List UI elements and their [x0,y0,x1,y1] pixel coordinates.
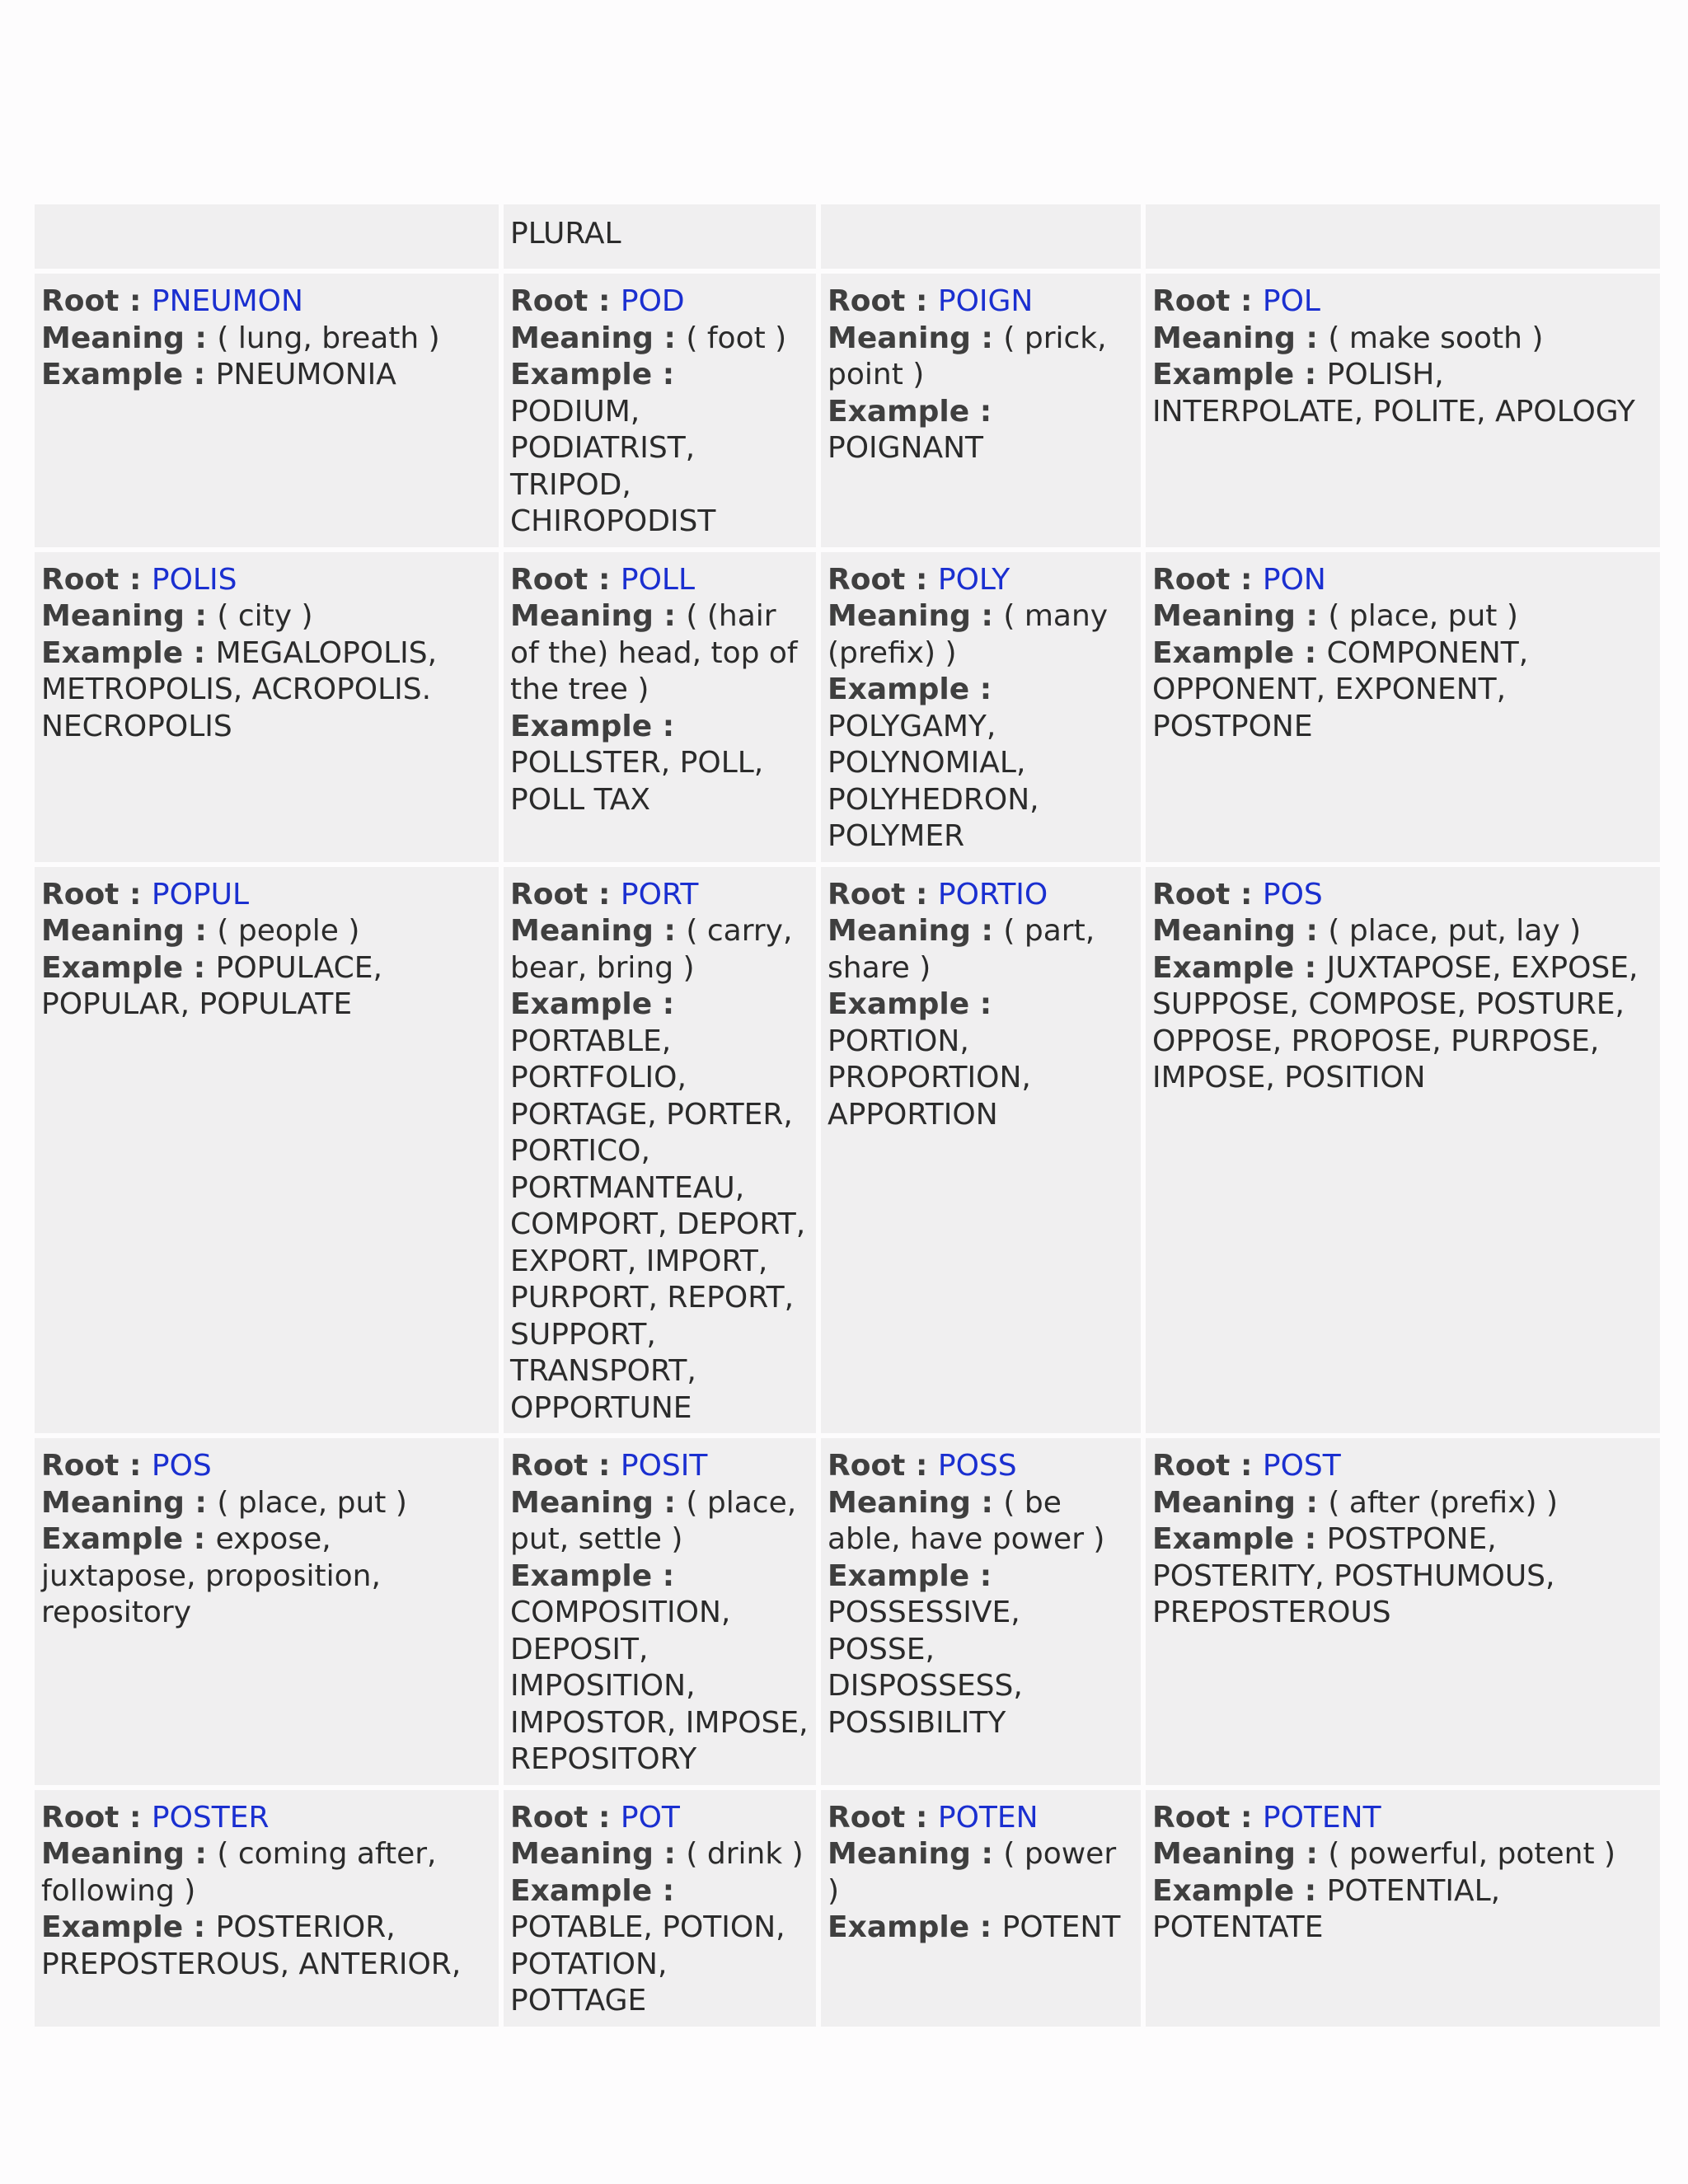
example-line [510,357,811,541]
label-separator: : [905,1449,938,1483]
root-value: POSIT [620,1449,708,1483]
example-line [828,1910,1136,1947]
meaning-line [510,1836,811,1873]
example-value: POLYGAMY, POLYNOMIAL, POLYHEDRON, POLYMER [828,709,1039,853]
example-label: Example [41,1910,184,1944]
label-separator: : [969,987,992,1021]
root-value: POS [1262,877,1323,912]
example-value: POIGNANT [828,431,984,465]
meaning-value: ( people ) [217,914,360,948]
root-label: Root [41,1449,120,1483]
root-value: POD [620,284,685,318]
label-separator: : [969,1558,992,1593]
meaning-value: ( be able, have power ) [828,1485,1105,1556]
label-separator: : [184,914,218,948]
example-value: COMPONENT, OPPONENT, EXPONENT, POSTPONE [1152,635,1529,743]
example-label: Example [828,673,970,706]
root-entry-cell [1146,1438,1660,1785]
root-line [1152,1800,1655,1837]
root-label: Root [41,284,120,318]
example-label: Example [828,987,970,1021]
root-entry-cell [504,1438,816,1785]
header-cell [821,204,1141,269]
example-label: Example [41,358,184,391]
root-label: Root [1152,877,1231,912]
root-line [1152,877,1655,914]
label-separator: : [653,321,687,355]
example-label: Example [510,987,653,1021]
table-row [35,867,1660,1434]
meaning-label: Meaning [41,1837,185,1871]
label-separator: : [1294,1522,1327,1556]
meaning-label: Meaning [41,914,185,948]
example-line [41,357,494,394]
label-separator: : [1295,599,1329,633]
root-label: Root [828,1449,906,1483]
example-value: POSTERIOR, PREPOSTEROUS, ANTERIOR, [41,1910,462,1981]
root-line [1152,562,1655,599]
root-value: POTENT [1262,1800,1381,1835]
label-separator: : [970,321,1004,355]
example-value: POTENTIAL, POTENTATE [1152,1873,1501,1944]
root-line [828,1448,1136,1485]
root-entry-cell [1146,1790,1660,2027]
label-separator: : [183,635,216,670]
root-value: PON [1262,562,1326,597]
example-label: Example [828,394,970,429]
example-value: PORTION, PROPORTION, APPORTION [828,1024,1031,1132]
meaning-value: ( powerful, potent ) [1328,1837,1616,1871]
meaning-value: ( place, put ) [1328,599,1518,633]
root-entry-cell [821,1790,1141,2027]
label-separator: : [652,709,675,743]
root-label: Root [41,562,120,597]
meaning-value: ( place, put, settle ) [510,1485,797,1556]
example-line [41,1910,494,1983]
meaning-label: Meaning [828,599,971,633]
root-label: Root [1152,284,1231,318]
example-label: Example [828,1910,970,1944]
meaning-label: Meaning [510,1837,654,1871]
root-label: Root [828,284,906,318]
root-value: POT [620,1800,680,1835]
example-line [510,987,811,1427]
label-separator: : [1230,1449,1263,1483]
meaning-line [828,598,1136,672]
root-value: POLIS [151,562,237,597]
example-label: Example [1152,635,1295,670]
meaning-line [510,598,811,709]
header-cell: PLURAL [504,204,816,269]
meaning-label: Meaning [1152,1485,1296,1520]
example-value: POSTPONE, POSTERITY, POSTHUMOUS, PREPOSTEROUS [1152,1522,1555,1629]
label-separator: : [652,987,675,1021]
meaning-line [1152,321,1655,358]
label-separator: : [969,673,992,706]
label-separator: : [183,1522,216,1556]
label-separator: : [119,1449,152,1483]
label-separator: : [119,1800,152,1835]
root-line [1152,1448,1655,1485]
meaning-label: Meaning [510,914,654,948]
meaning-label: Meaning [41,321,185,355]
example-value: PORTABLE, PORTFOLIO, PORTAGE, PORTER, PORTICO, PORTMANTEAU, COMPORT, DEPORT, EXPORT, IMPORT, PURPORT, REPORT, SUPPORT, TRANSPORT, OPPORTUNE [510,1024,806,1425]
meaning-line [41,321,494,358]
root-line [41,877,494,914]
table-row [35,274,1660,547]
meaning-line [1152,598,1655,635]
example-line [828,987,1136,1133]
meaning-line [1152,913,1655,950]
label-separator: : [588,1449,621,1483]
root-line [828,877,1136,914]
meaning-value: ( lung, breath ) [217,321,440,355]
root-line [510,284,811,321]
example-line [510,709,811,819]
root-label: Root [41,877,120,912]
root-line [510,1800,811,1837]
label-separator: : [1295,1485,1329,1520]
root-line [41,284,494,321]
meaning-line [510,913,811,987]
root-label: Root [1152,1449,1231,1483]
meaning-line [41,913,494,950]
root-value: POS [151,1449,212,1483]
example-value: POTABLE, POTION, POTATION, POTTAGE [510,1910,785,2018]
root-line [510,877,811,914]
meaning-line [510,321,811,358]
root-value: PORTIO [937,877,1048,912]
root-value: POIGN [937,284,1034,318]
root-entry-cell [35,867,499,1434]
meaning-value: ( (hair of the) head, top of the tree ) [510,599,798,706]
meaning-line [828,1836,1136,1910]
table-row [35,552,1660,862]
meaning-value: ( place, put ) [217,1485,407,1520]
table-row [35,1790,1660,2027]
label-separator: : [1295,321,1329,355]
example-label: Example [1152,950,1295,985]
root-label: Root [510,1800,588,1835]
root-entry-cell [504,552,816,862]
example-line [1152,1521,1655,1632]
label-separator: : [119,562,152,597]
example-value: POLLSTER, POLL, POLL TAX [510,746,764,817]
header-cell [35,204,499,269]
example-label: Example [1152,358,1295,391]
example-line [1152,950,1655,1097]
label-separator: : [183,1910,216,1944]
meaning-label: Meaning [828,1837,971,1871]
meaning-label: Meaning [41,1485,185,1520]
root-entry-cell [1146,552,1660,862]
label-separator: : [184,1485,218,1520]
example-line [1152,1873,1655,1947]
label-separator: : [905,877,938,912]
example-value: PNEUMONIA [215,358,396,391]
meaning-value: ( after (prefix) ) [1328,1485,1559,1520]
meaning-line [828,913,1136,987]
example-value: COMPOSITION, DEPOSIT, IMPOSITION, IMPOSTOR, IMPOSE, REPOSITORY [510,1596,809,1776]
root-entry-cell [821,867,1141,1434]
root-entry-cell [821,274,1141,547]
example-label: Example [828,1558,970,1593]
meaning-line [1152,1485,1655,1522]
root-entry-cell [1146,274,1660,547]
root-label: Root [510,284,588,318]
root-label: Root [828,1800,906,1835]
root-entry-cell [821,1438,1141,1785]
meaning-label: Meaning [1152,599,1296,633]
meaning-line [41,1485,494,1522]
label-separator: : [970,914,1004,948]
root-label: Root [510,562,588,597]
label-separator: : [905,284,938,318]
meaning-line [41,598,494,635]
root-value: POPUL [151,877,250,912]
word-roots-table [30,199,1665,2032]
example-label: Example [510,358,653,391]
root-label: Root [41,1800,120,1835]
root-value: POSTER [151,1800,270,1835]
label-separator: : [969,394,992,429]
meaning-label: Meaning [510,321,654,355]
example-label: Example [41,635,184,670]
label-separator: : [1295,1837,1329,1871]
root-value: PORT [620,877,699,912]
meaning-line [1152,1836,1655,1873]
header-cell [1146,204,1660,269]
root-entry-cell [504,274,816,547]
example-label: Example [510,1873,653,1908]
example-label: Example [510,709,653,743]
meaning-value: ( city ) [217,599,313,633]
example-label: Example [1152,1873,1295,1908]
meaning-value: ( foot ) [686,321,787,355]
root-label: Root [1152,1800,1231,1835]
label-separator: : [119,877,152,912]
root-value: POLL [620,562,696,597]
example-line [41,1521,494,1632]
root-value: POL [1262,284,1320,318]
meaning-label: Meaning [1152,321,1296,355]
example-value: POLISH, INTERPOLATE, POLITE, APOLOGY [1152,358,1635,429]
root-label: Root [510,1449,588,1483]
example-line [510,1558,811,1779]
root-label: Root [828,877,906,912]
example-line [828,394,1136,467]
example-line [1152,357,1655,430]
root-line [828,562,1136,599]
example-value: MEGALOPOLIS, METROPOLIS, ACROPOLIS. NECROPOLIS [41,635,438,743]
table-row [35,1438,1660,1785]
label-separator: : [970,599,1004,633]
root-line [41,1800,494,1837]
meaning-label: Meaning [510,599,654,633]
meaning-label: Meaning [1152,914,1296,948]
label-separator: : [653,914,687,948]
label-separator: : [1230,877,1263,912]
meaning-label: Meaning [510,1485,654,1520]
meaning-value: ( drink ) [686,1837,804,1871]
example-label: Example [1152,1522,1295,1556]
root-line [510,1448,811,1485]
label-separator: : [1295,914,1329,948]
root-entry-cell [35,1790,499,2027]
root-line [828,1800,1136,1837]
root-value: POSS [937,1449,1017,1483]
root-label: Root [1152,562,1231,597]
label-separator: : [653,1837,687,1871]
label-separator: : [119,284,152,318]
root-value: POLY [937,562,1010,597]
root-line [41,1448,494,1485]
example-line [828,1558,1136,1742]
label-separator: : [588,284,621,318]
label-separator: : [970,1837,1004,1871]
label-separator: : [652,358,675,391]
label-separator: : [905,1800,938,1835]
meaning-label: Meaning [828,914,971,948]
label-separator: : [184,321,218,355]
label-separator: : [1294,1873,1327,1908]
label-separator: : [183,950,216,985]
label-separator: : [1294,358,1327,391]
meaning-value: ( many (prefix) ) [828,599,1109,670]
root-value: POTEN [937,1800,1039,1835]
label-separator: : [183,358,216,391]
label-separator: : [1230,562,1263,597]
meaning-value: ( coming after, following ) [41,1837,437,1908]
meaning-value: ( part, share ) [828,914,1095,985]
label-separator: : [588,1800,621,1835]
root-label: Root [828,562,906,597]
meaning-label: Meaning [1152,1837,1296,1871]
meaning-value: ( carry, bear, bring ) [510,914,793,985]
meaning-line [828,1485,1136,1558]
root-line [1152,284,1655,321]
meaning-value: ( prick, point ) [828,321,1107,391]
example-value: JUXTAPOSE, EXPOSE, SUPPOSE, COMPOSE, POSTURE, OPPOSE, PROPOSE, PURPOSE, IMPOSE, POSITION [1152,950,1639,1094]
root-label: Root [510,877,588,912]
root-entry-cell [504,867,816,1434]
label-separator: : [653,1485,687,1520]
root-line [41,562,494,599]
root-entry-cell [35,274,499,547]
root-entry-cell [821,552,1141,862]
meaning-label: Meaning [41,599,185,633]
example-value: POSSESSIVE, POSSE, DISPOSSESS, POSSIBILITY [828,1596,1023,1740]
header-row [35,204,1660,269]
label-separator: : [970,1485,1004,1520]
meaning-line [510,1485,811,1558]
meaning-label: Meaning [828,321,971,355]
example-line [41,950,494,1024]
example-value: POTENT [1001,1910,1121,1944]
label-separator: : [905,562,938,597]
root-entry-cell [504,1790,816,2027]
label-separator: : [1230,284,1263,318]
label-separator: : [1294,950,1327,985]
root-entry-cell [35,552,499,862]
root-value: POST [1262,1449,1341,1483]
root-entry-cell [1146,867,1660,1434]
meaning-value: ( power ) [828,1837,1117,1908]
root-entry-cell [35,1438,499,1785]
meaning-value: ( make sooth ) [1328,321,1544,355]
label-separator: : [588,562,621,597]
example-line [1152,635,1655,746]
example-label: Example [510,1558,653,1593]
root-line [510,562,811,599]
label-separator: : [969,1910,1002,1944]
example-value: POPULACE, POPULAR, POPULATE [41,950,382,1021]
root-line [828,284,1136,321]
label-separator: : [1230,1800,1263,1835]
label-separator: : [588,877,621,912]
example-line [828,672,1136,855]
label-separator: : [184,599,218,633]
meaning-line [41,1836,494,1910]
example-value: PODIUM, PODIATRIST, TRIPOD, CHIROPODIST [510,394,716,538]
example-line [41,635,494,746]
label-separator: : [653,599,687,633]
label-separator: : [652,1558,675,1593]
label-separator: : [1294,635,1327,670]
example-line [510,1873,811,2020]
meaning-line [828,321,1136,394]
label-separator: : [184,1837,218,1871]
root-value: PNEUMON [151,284,303,318]
meaning-label: Meaning [828,1485,971,1520]
example-value: expose, juxtapose, proposition, repository [41,1522,381,1629]
example-label: Example [41,1522,184,1556]
example-label: Example [41,950,184,985]
label-separator: : [652,1873,675,1908]
meaning-value: ( place, put, lay ) [1328,914,1582,948]
